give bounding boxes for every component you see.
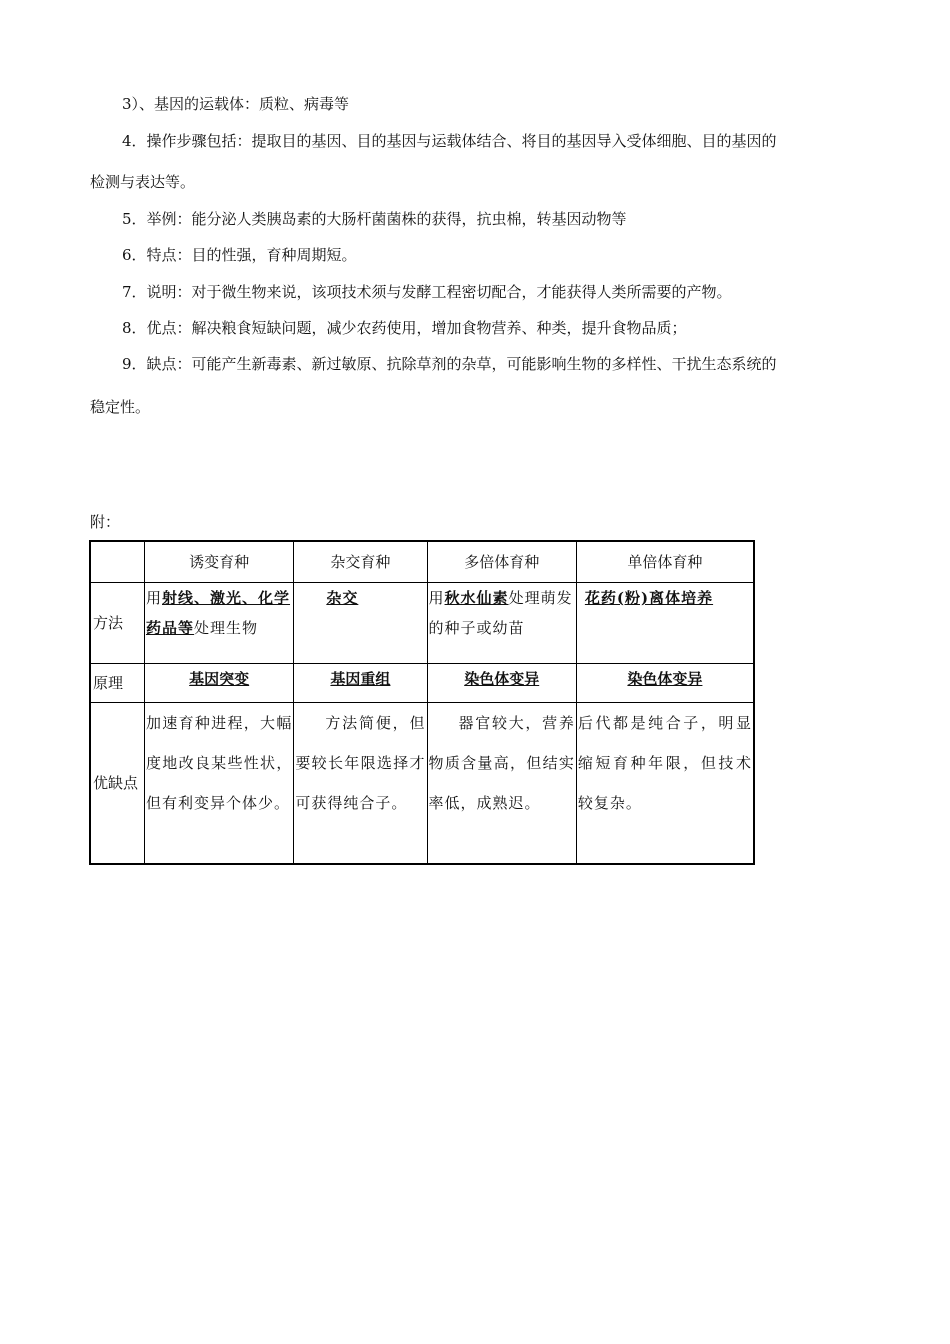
header-cross-breeding: 杂交育种 xyxy=(294,541,427,583)
principle-polyploid-value: 染色体变异 xyxy=(464,670,540,688)
table-row-pros-cons xyxy=(90,703,754,865)
cell-method-cross xyxy=(294,583,427,664)
paragraph-9-cont: 稳定性。 xyxy=(90,398,151,416)
cell-pros-polyploid xyxy=(427,703,576,865)
cell-principle-cross xyxy=(294,664,427,703)
table-row-method xyxy=(90,583,754,664)
paragraph-5: 5．举例：能分泌人类胰岛素的大肠杆菌菌株的获得，抗虫棉，转基因动物等 xyxy=(122,210,627,228)
cell-principle-mutation xyxy=(144,664,293,703)
cell-pros-haploid xyxy=(576,703,754,865)
cell-method-haploid xyxy=(576,583,754,664)
cell-pros-mutation xyxy=(144,703,293,865)
method-haploid-value: 花药(粉)离体培养 xyxy=(584,589,714,607)
paragraph-9: 9．缺点：可能产生新毒素、新过敏原、抗除草剂的杂草，可能影响生物的多样性、干扰生态系统的 xyxy=(122,355,777,373)
table-row-principle xyxy=(90,664,754,703)
cell-pros-cross xyxy=(294,703,427,865)
principle-haploid-value: 染色体变异 xyxy=(627,670,703,688)
principle-mutation-value: 基因突变 xyxy=(189,670,250,688)
table-header-row xyxy=(90,541,754,583)
method-mutation-post: 处理生物 xyxy=(194,619,259,637)
method-polyploid-agent: 秋水仙素 xyxy=(444,589,509,607)
pros-mutation-text: 加速育种进程，大幅度地改良某些性状，但有利变异个体少。 xyxy=(145,714,293,812)
method-cross-value: 杂交 xyxy=(326,589,359,607)
cell-principle-haploid xyxy=(576,664,754,703)
paragraph-3: 3）、基因的运载体：质粒、病毒等 xyxy=(122,95,350,113)
appendix-label: 附： xyxy=(90,513,121,531)
paragraph-7: 7．说明：对于微生物来说，该项技术须与发酵工程密切配合，才能获得人类所需要的产物。 xyxy=(122,283,732,301)
paragraph-4: 4．操作步骤包括：提取目的基因、目的基因与运载体结合、将目的基因导入受体细胞、目的基因的 xyxy=(122,132,777,150)
pros-haploid-text: 后代都是纯合子，明显缩短育种年限，但技术较复杂。 xyxy=(577,714,752,812)
header-mutation-breeding: 诱变育种 xyxy=(144,541,293,583)
header-empty xyxy=(90,541,144,583)
paragraph-4-cont: 检测与表达等。 xyxy=(90,173,196,191)
method-polyploid-pre: 用 xyxy=(428,589,445,607)
header-haploid-breeding: 单倍体育种 xyxy=(576,541,754,583)
header-polyploid-breeding: 多倍体育种 xyxy=(427,541,576,583)
pros-polyploid-text: 器官较大，营养物质含量高，但结实率低，成熟迟。 xyxy=(428,714,575,812)
method-mutation-pre: 用 xyxy=(145,589,162,607)
principle-cross-value: 基因重组 xyxy=(330,670,391,688)
cell-principle-polyploid xyxy=(427,664,576,703)
paragraph-8: 8．优点：解决粮食短缺问题，减少农药使用，增加食物营养、种类，提升食物品质； xyxy=(122,319,687,337)
row-label-method: 方法 xyxy=(90,583,144,664)
breeding-comparison-table xyxy=(89,540,755,865)
row-label-pros-cons: 优缺点 xyxy=(90,703,144,865)
cell-method-mutation xyxy=(144,583,293,664)
cell-method-polyploid xyxy=(427,583,576,664)
method-mutation-agents: 射线、激光、化学药品等 xyxy=(145,589,291,637)
pros-cross-text: 方法简便，但要较长年限选择才可获得纯合子。 xyxy=(295,714,426,812)
row-label-principle: 原理 xyxy=(90,664,144,703)
method-polyploid-post: 处理萌发的种子或幼苗 xyxy=(428,589,573,637)
paragraph-6: 6．特点：目的性强，育种周期短。 xyxy=(122,246,357,264)
